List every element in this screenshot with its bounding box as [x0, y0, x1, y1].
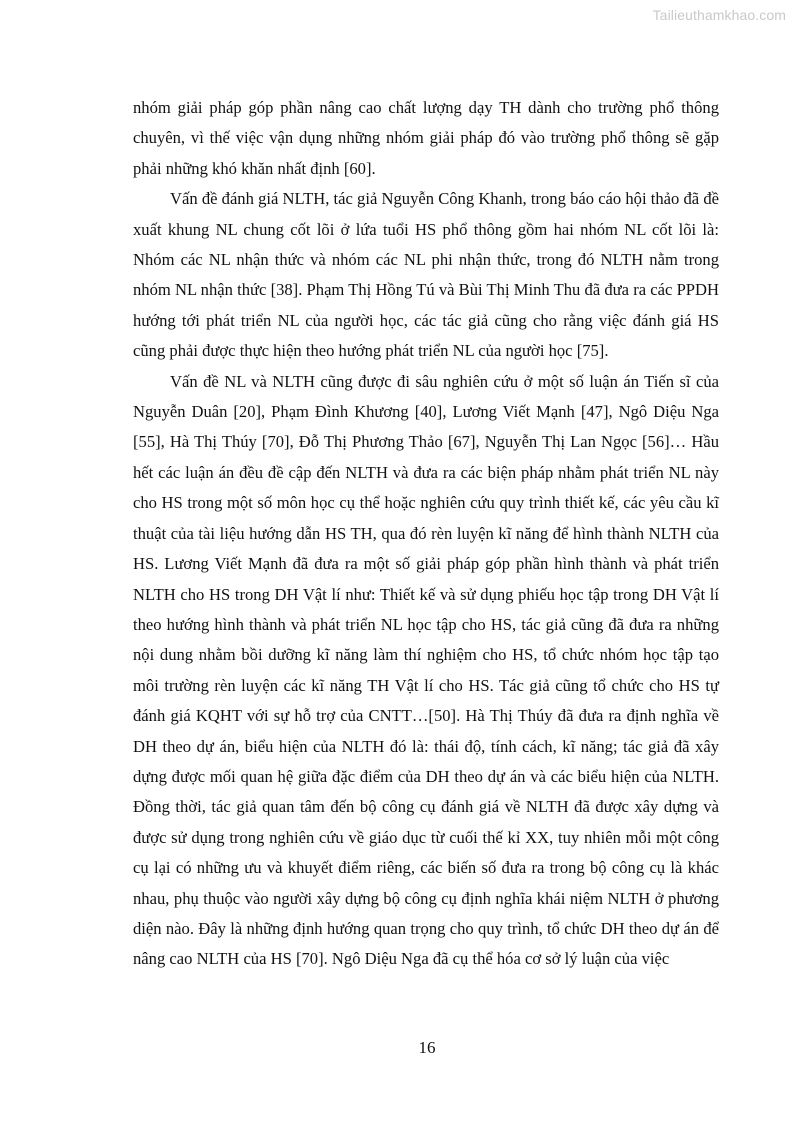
- paragraph-continuation: nhóm giải pháp góp phần nâng cao chất lượng dạy TH dành cho trường phổ thông chuyên, vì thế việc vận dụng những nhóm giải pháp đó vào trường phổ thông sẽ gặp phải những khó khăn nhất định [60].: [133, 98, 719, 178]
- document-body: [133, 93, 719, 975]
- page-number: 16: [418, 1038, 436, 1057]
- watermark: Tailieuthamkhao.com: [652, 7, 786, 23]
- paragraph-dissertations: Vấn đề NL và NLTH cũng được đi sâu nghiên cứu ở một số luận án Tiến sĩ của Nguyễn Duân [20], Phạm Đình Khương [40], Lương Viết Mạnh [47], Ngô Diệu Nga [55], Hà Thị Thúy [70], Đỗ Thị Phương Thảo [67], Nguyễn Thị Lan Ngọc [56]… Hầu hết các luận án đều đề cập đến NLTH và đưa ra các biện pháp nhằm phát triển NL này cho HS trong một số môn học cụ thể hoặc nghiên cứu quy trình thiết kế, các yêu cầu kĩ thuật của tài liệu hướng dẫn HS TH, qua đó rèn luyện kĩ năng để hình thành NLTH của HS. Lương Viết Mạnh đã đưa ra một số giải pháp góp phần hình thành và phát triển NLTH cho HS trong DH Vật lí như: Thiết kế và sử dụng phiếu học tập trong DH Vật lí theo hướng hình thành và phát triển NL học tập cho HS, tác giả cũng đã đưa ra những nội dung nhằm bồi dưỡng kĩ năng làm thí nghiệm cho HS, tổ chức nhóm học tập tạo môi trường rèn luyện các kĩ năng TH Vật lí cho HS. Tác giả cũng tổ chức cho HS tự đánh giá KQHT với sự hỗ trợ của CNTT…[50]. Hà Thị Thúy đã đưa ra định nghĩa về DH theo dự án, biểu hiện của NLTH đó là: thái độ, tính cách, kĩ năng; tác giả đã xây dựng được mối quan hệ giữa đặc điểm của DH theo dự án và các biểu hiện của NLTH. Đồng thời, tác giả quan tâm đến bộ công cụ đánh giá về NLTH đã được xây dựng và được sử dụng trong nghiên cứu về giáo dục từ cuối thế kỉ XX, tuy nhiên mỗi một công cụ lại có những ưu và khuyết điểm riêng, các biến số đưa ra trong bộ công cụ là khác nhau, phụ thuộc vào người xây dựng bộ công cụ định nghĩa khái niệm NLTH ở phương diện nào. Đây là những định hướng quan trọng cho quy trình, tổ chức DH theo dự án để nâng cao NLTH của HS [70]. Ngô Diệu Nga đã cụ thể hóa cơ sở lý luận của việc: [133, 371, 719, 969]
- paragraph-assessment: Vấn đề đánh giá NLTH, tác giả Nguyễn Công Khanh, trong báo cáo hội thảo đã đề xuất khung NL chung cốt lõi ở lứa tuổi HS phổ thông gồm hai nhóm NL cốt lõi là: Nhóm các NL nhận thức và nhóm các NL phi nhận thức, trong đó NLTH nằm trong nhóm NL nhận thức [38]. Phạm Thị Hồng Tú và Bùi Thị Minh Thu đã đưa ra các PPDH hướng tới phát triển NL của người học, các tác giả cũng cho rằng việc đánh giá HS cũng phải được thực hiện theo hướng phát triển NL của người học [75].: [133, 189, 719, 361]
